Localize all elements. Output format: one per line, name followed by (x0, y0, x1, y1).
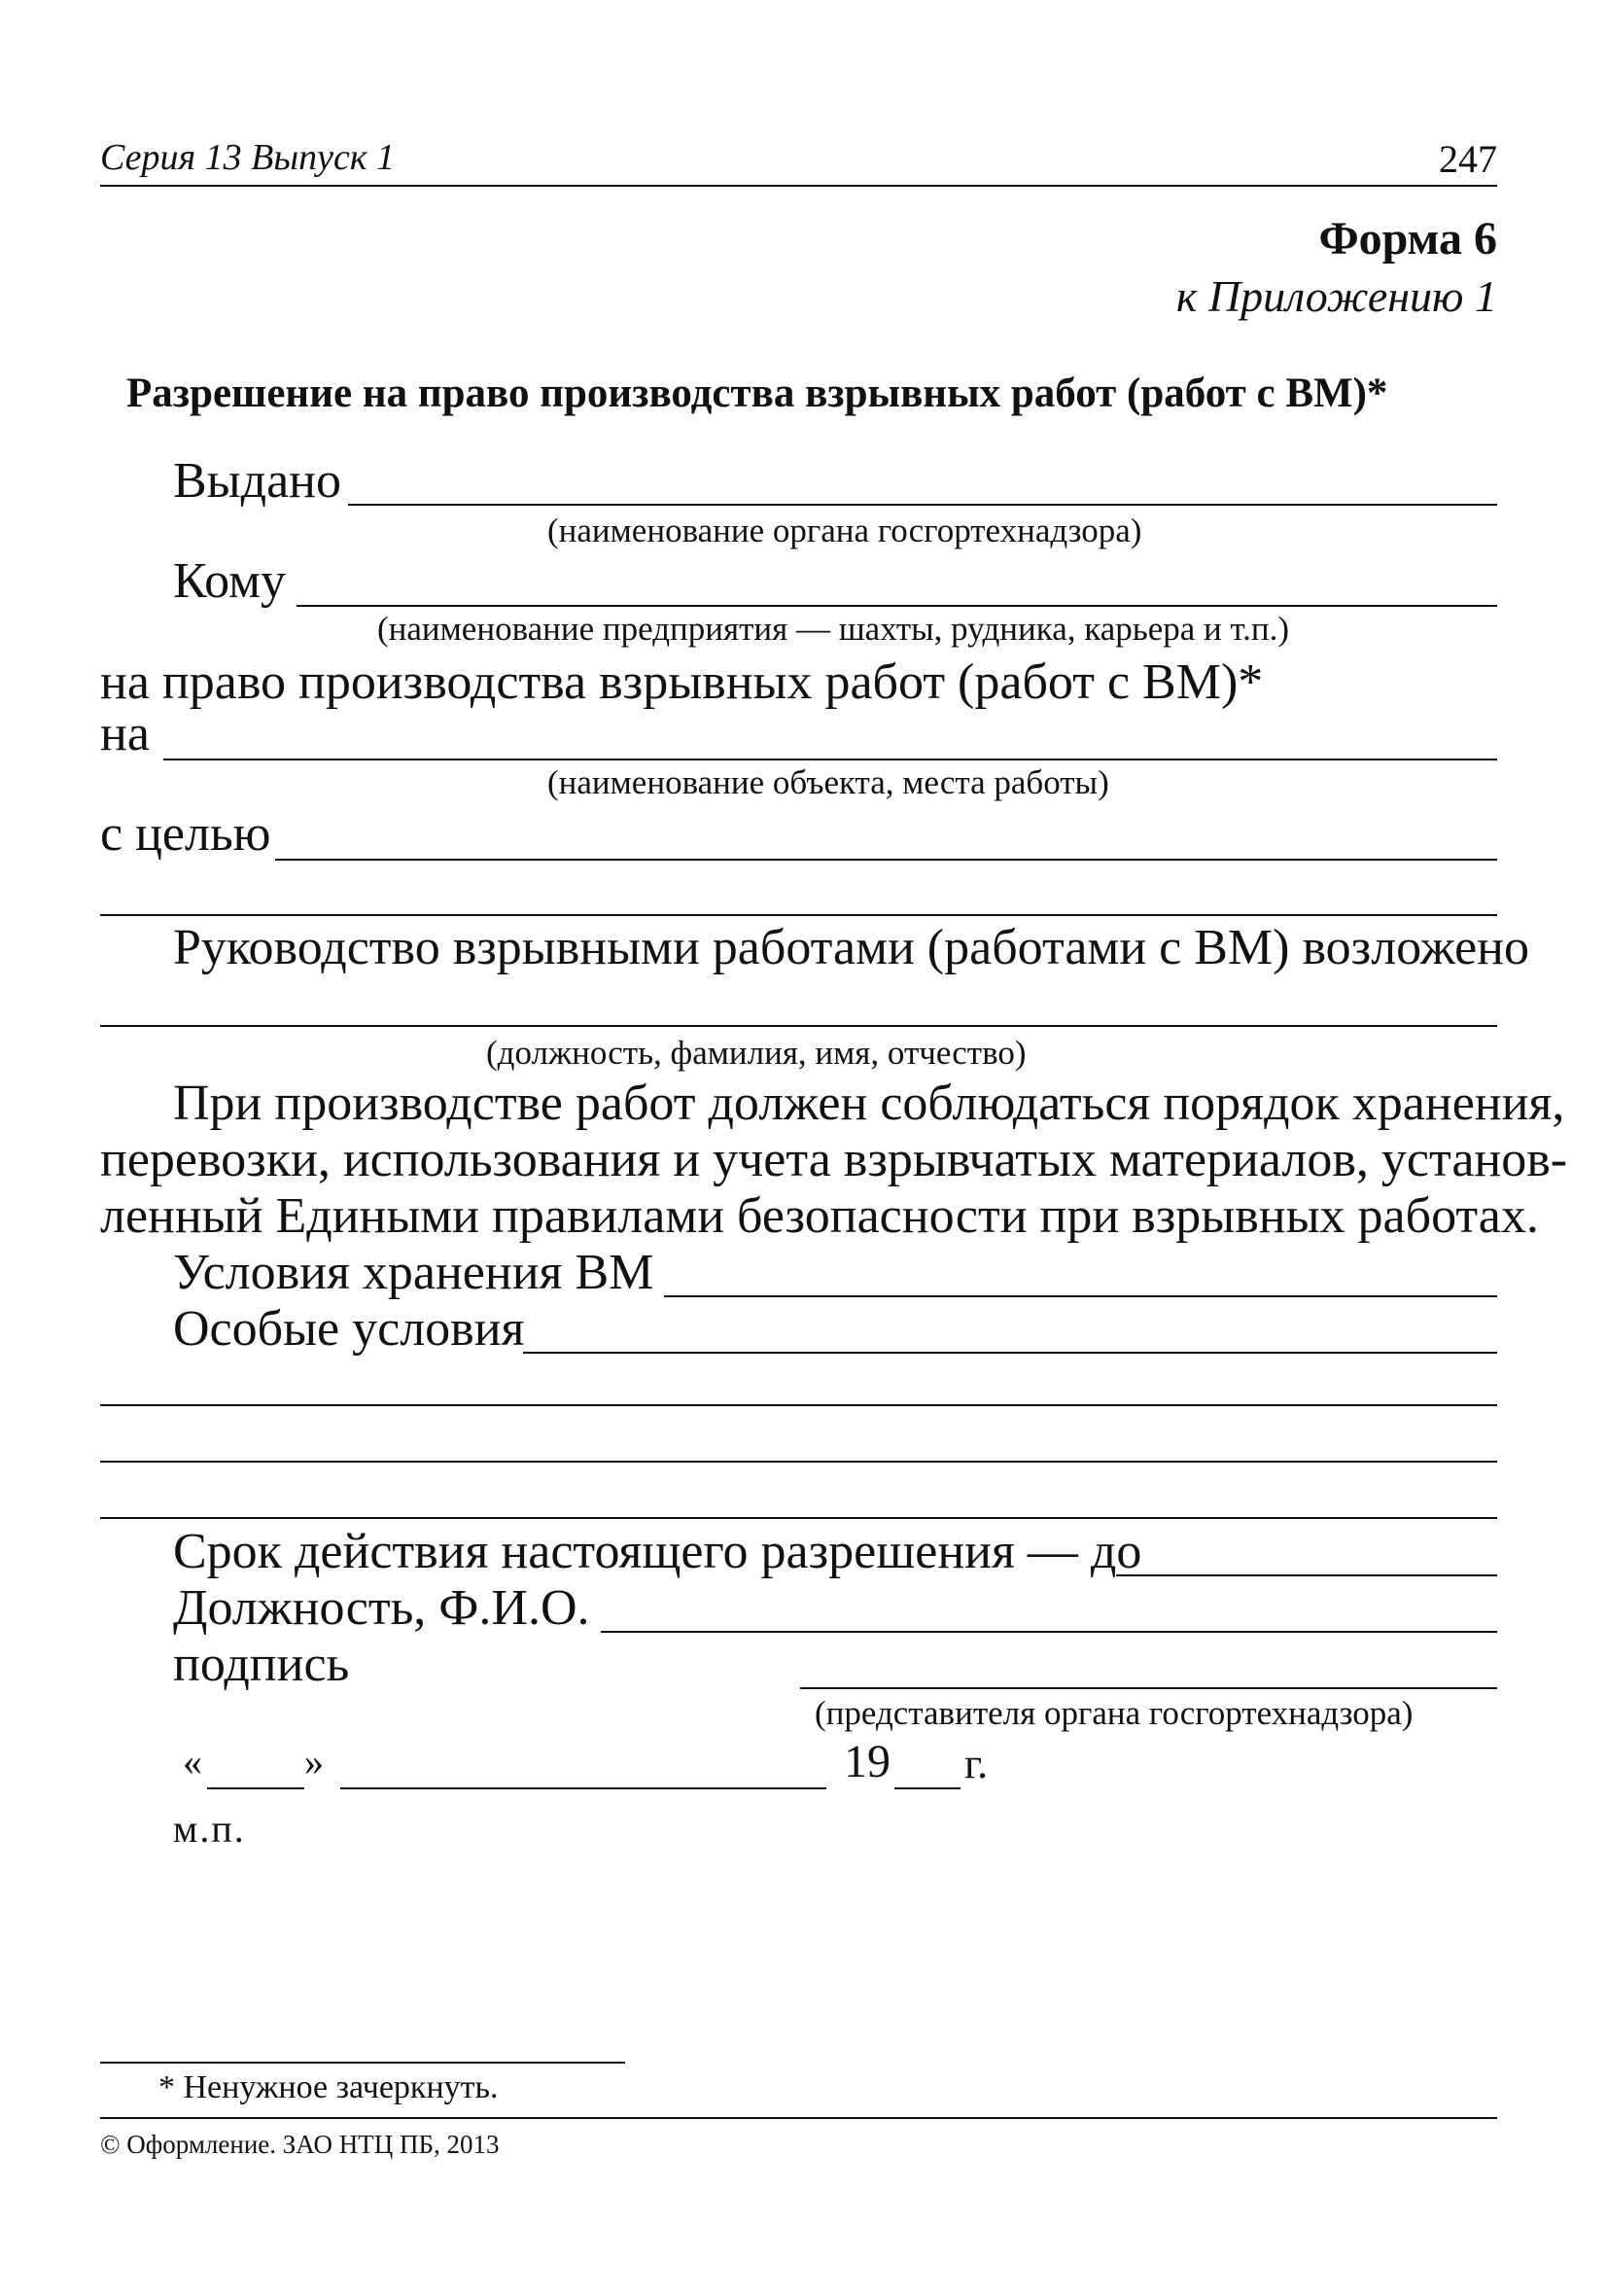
to-caption: (наименование предприятия — шахты, рудника, карьера и т.п.) (377, 610, 1290, 648)
signature-label: подпись (173, 1637, 350, 1692)
storage-label: Условия хранения ВМ (173, 1245, 654, 1300)
issued-field[interactable] (348, 451, 1497, 506)
page-number: 247 (1439, 137, 1497, 181)
position-label: Должность, Ф.И.О. (173, 1580, 590, 1636)
issued-label: Выдано (173, 453, 341, 509)
on-label: на (100, 706, 150, 761)
on-field[interactable] (163, 706, 1497, 760)
management-caption: (должность, фамилия, имя, отчество) (486, 1034, 1027, 1072)
form-title: Разрешение на право производства взрывных работ (работ с ВМ)* (126, 371, 1388, 416)
purpose-label: с целью (100, 806, 271, 862)
on-caption: (наименование объекта, места работы) (547, 763, 1109, 801)
footnote: * Ненужное зачеркнуть. (158, 2069, 499, 2105)
date-day-field[interactable] (207, 1741, 304, 1789)
signature-field[interactable] (800, 1635, 1497, 1689)
date-month-field[interactable] (340, 1741, 826, 1789)
special-label: Особые условия (173, 1301, 525, 1357)
form-number: Форма 6 (1318, 213, 1497, 265)
special-field-line-2[interactable] (100, 1352, 1497, 1406)
validity-field[interactable] (1116, 1522, 1497, 1576)
rules-line-1: При производстве работ должен соблюдаться порядок хранения, (173, 1076, 1565, 1131)
position-field[interactable] (601, 1578, 1497, 1633)
right-line: на право производства взрывных работ (работ с ВМ)* (100, 654, 1264, 710)
to-field[interactable] (297, 552, 1497, 607)
date-close-quote: » (304, 1740, 324, 1784)
stamp-label: м.п. (173, 1807, 246, 1851)
management-text: Руководство взрывными работами (работами с ВМ) возложено (173, 920, 1530, 975)
rules-line-3: ленный Едиными правилами безопасности при взрывных работах. (100, 1188, 1539, 1244)
date-open-quote: « (183, 1740, 202, 1784)
rules-line-2: перевозки, использования и учета взрывчатых материалов, установ- (100, 1132, 1568, 1187)
copyright: © Оформление. ЗАО НТЦ ПБ, 2013 (100, 2130, 500, 2159)
footnote-rule (100, 2060, 625, 2064)
issued-caption: (наименование органа госгортехнадзора) (547, 512, 1142, 549)
special-field-line-4[interactable] (100, 1465, 1497, 1519)
storage-field[interactable] (664, 1243, 1497, 1297)
series-label: Серия 13 Выпуск 1 (100, 137, 396, 178)
date-year-prefix: 19 (844, 1736, 891, 1787)
management-field[interactable] (100, 972, 1497, 1027)
form-appendix: к Приложению 1 (1175, 271, 1497, 321)
footer-rule (100, 2117, 1497, 2119)
purpose-field-line-2[interactable] (100, 862, 1497, 916)
to-label: Кому (173, 553, 287, 609)
header-rule (100, 185, 1497, 187)
validity-label: Срок действия настоящего разрешения — до (173, 1524, 1142, 1579)
signature-caption: (представителя органа госгортехнадзора) (815, 1694, 1414, 1732)
special-field-line-3[interactable] (100, 1408, 1497, 1463)
date-year-field[interactable] (894, 1741, 961, 1789)
purpose-field[interactable] (275, 806, 1497, 861)
special-field[interactable] (523, 1299, 1497, 1354)
date-year-suffix: г. (964, 1740, 989, 1787)
